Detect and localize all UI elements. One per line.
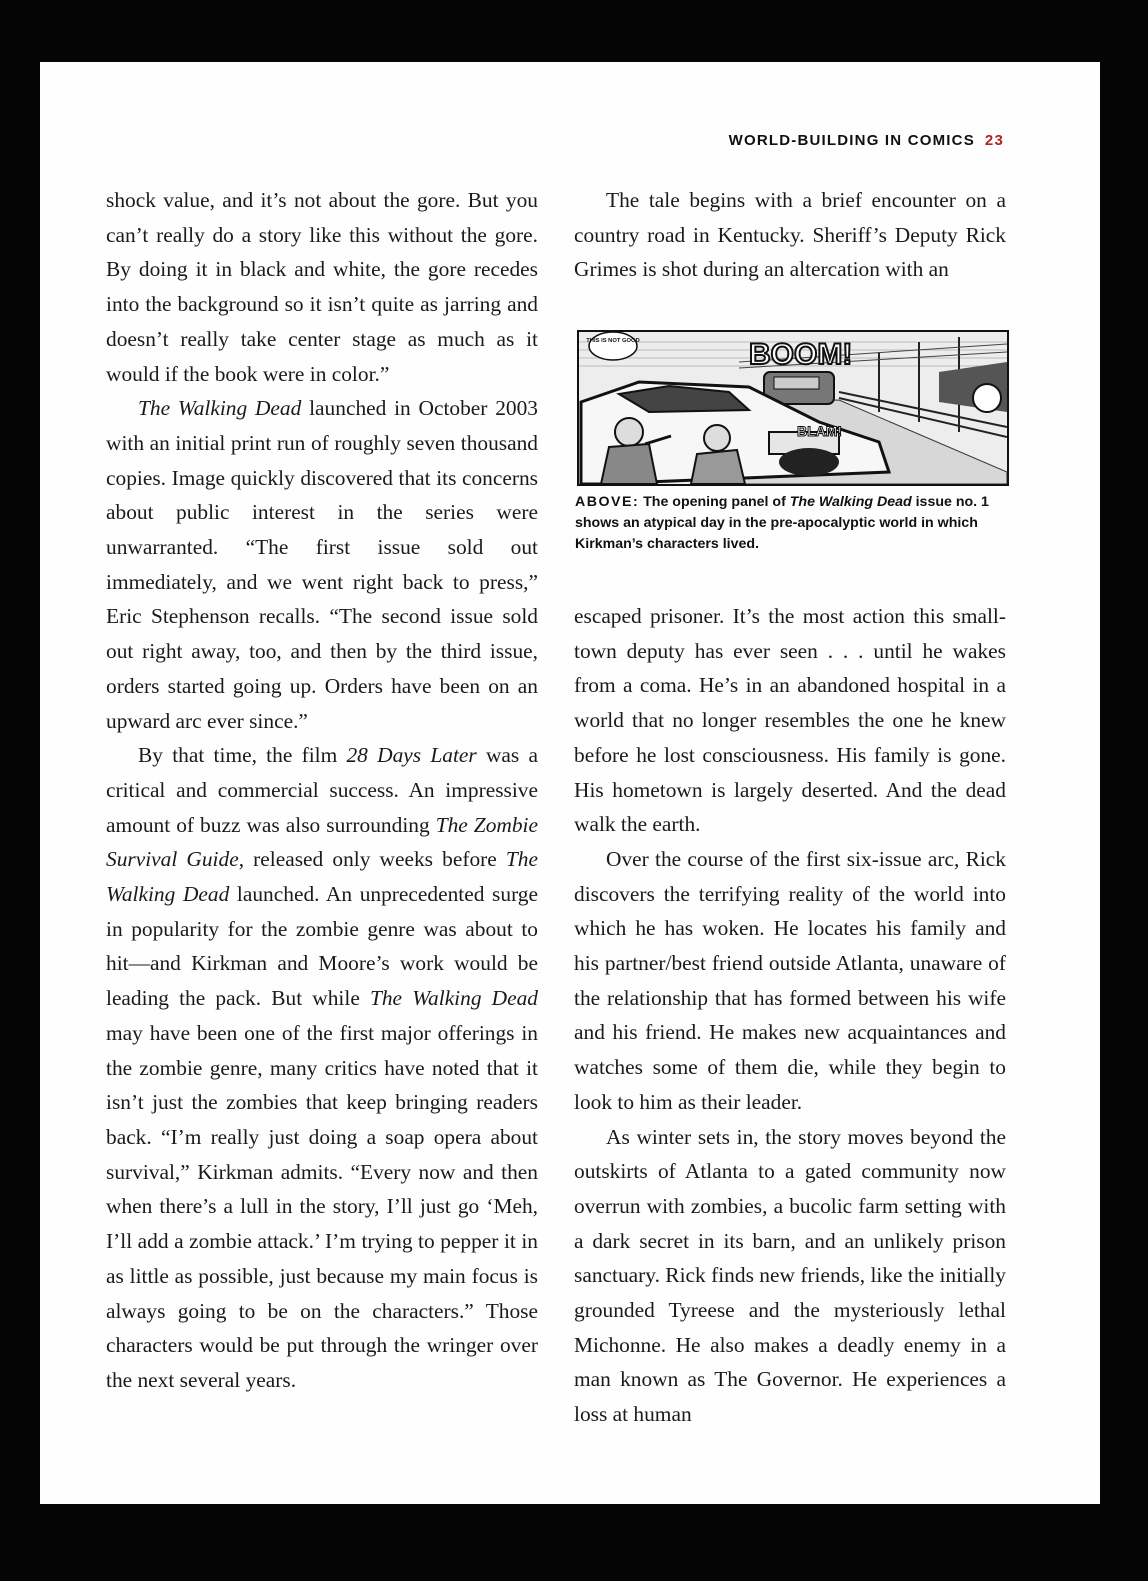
book-page	[40, 62, 1100, 1504]
sfx-boom-text: BOOM!	[749, 338, 853, 371]
caption-kicker: ABOVE:	[575, 494, 640, 510]
speech-balloon-text: THIS IS NOT GOOD	[586, 338, 640, 344]
paragraph-text: launched in October 2003 with an initial print run of roughly seven thousand copies. Image quickly discovered that its concerns about public interest in the series were unwarranted. “The first issue sold out immediately, and we went right back to press,” Eric Stephenson recalls. “The second issue sold out right away, too, and then by the third issue, orders started going up. Orders have been on an upward arc ever since.”	[106, 396, 538, 733]
comic-panel-image	[577, 330, 1009, 486]
comic-panel-illustration	[579, 332, 1007, 484]
book-title: The Walking Dead	[369, 986, 538, 1011]
right-paragraph-4: As winter sets in, the story moves beyond the outskirts of Atlanta to a gated community now overrun with zombies, a bucolic farm setting with a dark secret in its barn, and an unlikely prison sanctuary. Rick finds new friends, like the initially grounded Tyreese and the mysteriously lethal Michonne. He also makes a deadly enemy in a man known as The Governor. He experiences a loss at human	[574, 1124, 1006, 1427]
paragraph-text: may have been one of the first major offerings in the zombie genre, many critics have noted that it isn’t just the zombies that keep bringing readers back. “I’m really just doing a soap opera about survival,” Kirkman admits. “Every now and then when there’s a lull in the story, I’ll just go ‘Meh, I’ll add a zombie attack.’ I’m trying to pepper it in as little as possible, just because my main focus is always going to be on the characters.” Those characters would be put through the wringer over the next several years.	[106, 1020, 538, 1392]
left-paragraph-1: shock value, and it’s not about the gore. But you can’t really do a story like this without the gore. By doing it in black and white, the gore recedes into the background so it isn’t quite as jarring and doesn’t really take center stage as much as it would if the book were in color.”	[106, 188, 538, 386]
right-column-bottom	[574, 599, 1006, 1432]
paragraph-text: was a critical and commercial success. An impressive amount of buzz was also surrounding	[106, 743, 538, 837]
book-title: The Walking Dead	[138, 396, 302, 421]
right-paragraph-2: escaped prisoner. It’s the most action this small-town deputy has ever seen . . . until he wakes from a coma. He’s in an abandoned hospital in a world that no longer resembles the one he knew before he lost consciousness. His family is gone. His hometown is largely deserted. And the dead walk the earth.	[574, 604, 1006, 837]
page-number: 23	[984, 132, 1004, 149]
book-title: The Walking Dead	[106, 847, 538, 907]
paragraph-text: By that time, the film	[138, 743, 347, 768]
caption-text: The opening panel of	[639, 494, 790, 510]
image-caption	[575, 492, 1009, 555]
film-title: 28 Days Later	[346, 743, 477, 768]
running-head	[729, 132, 1004, 149]
left-paragraph-3	[106, 738, 538, 1397]
running-head-title: WORLD-BUILDING IN COMICS	[728, 132, 975, 149]
paragraph-text: launched. An unprecedented surge in popularity for the zombie genre was about to hit—and Kirkman and Moore’s work would be leading the pack. But while	[106, 882, 538, 1011]
caption-text: issue no. 1 shows an atypical day in the pre-apocalyptic world in which Kirkman’s characters lived.	[575, 494, 989, 552]
book-title: The Zombie Survival Guide	[106, 812, 538, 872]
right-paragraph-3: Over the course of the first six-issue arc, Rick discovers the terrifying reality of the world into which he has woken. He locates his family and his partner/best friend outside Atlanta, unaware of the relationship that has formed between his wife and his friend. He makes new acquaintances and watches some of them die, while they begin to look to him as their leader.	[574, 846, 1006, 1114]
sfx-car-text: BLAM!	[797, 423, 843, 439]
left-column	[106, 183, 538, 1398]
caption-book-title: The Walking Dead	[789, 494, 912, 510]
left-paragraph-2	[106, 391, 538, 738]
paragraph-text: , released only weeks before	[238, 847, 506, 872]
right-column-top	[574, 183, 1006, 287]
right-paragraph-1: The tale begins with a brief encounter on a country road in Kentucky. Sheriff’s Deputy Rick Grimes is shot during an altercation with an	[574, 188, 1006, 282]
